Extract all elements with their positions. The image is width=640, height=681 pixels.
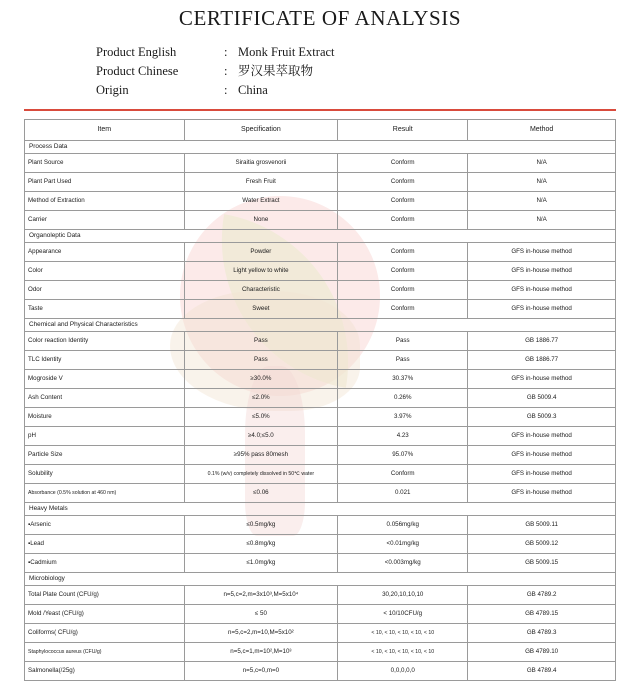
table-row — [25, 427, 616, 446]
cell-result: 95.07% — [338, 446, 468, 465]
cell-method: N/A — [468, 192, 616, 211]
cell-method: GB 4789.15 — [468, 605, 616, 624]
cell-result: Conform — [338, 465, 468, 484]
product-english-value: Monk Fruit Extract — [238, 45, 335, 59]
cell-specification: ≥4.0;≤5.0 — [184, 427, 338, 446]
cell-item: Plant Source — [25, 154, 185, 173]
cell-specification: Light yellow to white — [184, 262, 338, 281]
table-row — [25, 605, 616, 624]
cell-method: GFS in-house method — [468, 370, 616, 389]
cell-item: Color reaction Identity — [25, 332, 185, 351]
table-row — [25, 332, 616, 351]
cell-method: GB 5009.3 — [468, 408, 616, 427]
cell-specification: ≤ 50 — [184, 605, 338, 624]
table-header-row — [25, 120, 616, 141]
table-row — [25, 554, 616, 573]
cell-item: Absorbance (0.5% solution at 460 nm) — [25, 484, 185, 503]
cell-item: ▪Arsenic — [25, 516, 185, 535]
product-chinese-row — [96, 62, 616, 81]
cell-specification: n=5,c=1,m=10²,M=10³ — [184, 643, 338, 662]
cell-specification: 0.1% (w/v) completely dissolved in 50℃ water — [184, 465, 338, 484]
cell-specification: None — [184, 211, 338, 230]
cell-item: Staphylococcus aureus (CFU/g) — [25, 643, 185, 662]
cell-specification: n=5,c=2,m=3x10³,M=5x10⁴ — [184, 586, 338, 605]
table-row — [25, 262, 616, 281]
cell-specification: ≤0.5mg/kg — [184, 516, 338, 535]
origin-colon: : — [224, 83, 228, 97]
origin-label: Origin — [96, 83, 129, 97]
cell-item: TLC Identity — [25, 351, 185, 370]
table-row — [25, 516, 616, 535]
table-section-row — [25, 573, 616, 586]
cell-specification: Sweet — [184, 300, 338, 319]
cell-method: GFS in-house method — [468, 281, 616, 300]
table-row — [25, 192, 616, 211]
product-english-colon: : — [224, 45, 228, 59]
cell-result: 3.97% — [338, 408, 468, 427]
page-title: CERTIFICATE OF ANALYSIS — [178, 6, 462, 30]
cell-method: GFS in-house method — [468, 446, 616, 465]
cell-result: Conform — [338, 262, 468, 281]
cell-specification: ≤5.0% — [184, 408, 338, 427]
cell-specification: ≤2.0% — [184, 389, 338, 408]
table-row — [25, 389, 616, 408]
cell-result: < 10/10CFU/g — [338, 605, 468, 624]
table-section-label: Heavy Metals — [25, 503, 616, 516]
cell-item: Moisture — [25, 408, 185, 427]
cell-item: ▪Cadmium — [25, 554, 185, 573]
table-section-row — [25, 503, 616, 516]
cell-result: Conform — [338, 300, 468, 319]
cell-method: GFS in-house method — [468, 484, 616, 503]
cell-result: < 10, < 10, < 10, < 10, < 10 — [338, 643, 468, 662]
certificate-page — [0, 6, 640, 675]
table-section-label: Chemical and Physical Characteristics — [25, 319, 616, 332]
header-specification: Specification — [184, 120, 338, 141]
table-row — [25, 662, 616, 681]
origin-row — [96, 81, 616, 100]
cell-method: N/A — [468, 211, 616, 230]
table-row — [25, 643, 616, 662]
table-section-row — [25, 141, 616, 154]
product-english-label: Product English — [96, 45, 177, 59]
cell-item: Solubility — [25, 465, 185, 484]
divider-rule — [24, 109, 616, 111]
cell-result: <0.003mg/kg — [338, 554, 468, 573]
cell-result: 30,20,10,10,10 — [338, 586, 468, 605]
table-row — [25, 243, 616, 262]
cell-method: GFS in-house method — [468, 465, 616, 484]
cell-item: Ash Content — [25, 389, 185, 408]
analysis-table — [24, 119, 616, 681]
cell-result: Conform — [338, 192, 468, 211]
cell-result: Conform — [338, 173, 468, 192]
cell-specification: Siraitia grosvenorii — [184, 154, 338, 173]
table-section-row — [25, 319, 616, 332]
cell-result: Pass — [338, 351, 468, 370]
cell-specification: Pass — [184, 351, 338, 370]
cell-method: GB 5009.15 — [468, 554, 616, 573]
table-body — [25, 141, 616, 681]
cell-result: Pass — [338, 332, 468, 351]
cell-specification: Water Extract — [184, 192, 338, 211]
cell-result: 0.26% — [338, 389, 468, 408]
cell-result: Conform — [338, 211, 468, 230]
cell-method: GB 1886.77 — [468, 351, 616, 370]
table-row — [25, 154, 616, 173]
product-chinese-label: Product Chinese — [96, 64, 179, 78]
header-item: Item — [25, 120, 185, 141]
cell-method: GB 1886.77 — [468, 332, 616, 351]
cell-specification: n=5,c=0,m=0 — [184, 662, 338, 681]
cell-method: GB 5009.11 — [468, 516, 616, 535]
cell-item: Color — [25, 262, 185, 281]
cell-result: Conform — [338, 281, 468, 300]
table-section-label: Microbiology — [25, 573, 616, 586]
cell-result: Conform — [338, 243, 468, 262]
cell-item: ▪Lead — [25, 535, 185, 554]
cell-specification: n=5,c=2,m=10,M=5x10² — [184, 624, 338, 643]
table-row — [25, 211, 616, 230]
table-row — [25, 484, 616, 503]
cell-item: Total Plate Count (CFU/g) — [25, 586, 185, 605]
cell-method: GB 5009.12 — [468, 535, 616, 554]
table-row — [25, 370, 616, 389]
cell-result: 0,0,0,0,0 — [338, 662, 468, 681]
cell-item: Coliforms( CFU/g) — [25, 624, 185, 643]
cell-result: <0.01mg/kg — [338, 535, 468, 554]
cell-item: Carrier — [25, 211, 185, 230]
cell-specification: Characteristic — [184, 281, 338, 300]
product-chinese-colon: : — [224, 64, 228, 78]
cell-method: GFS in-house method — [468, 300, 616, 319]
header-method: Method — [468, 120, 616, 141]
cell-item: Appearance — [25, 243, 185, 262]
table-row — [25, 173, 616, 192]
cell-result: 0.021 — [338, 484, 468, 503]
cell-specification: Powder — [184, 243, 338, 262]
cell-method: GB 4789.2 — [468, 586, 616, 605]
cell-method: GFS in-house method — [468, 427, 616, 446]
cell-item: Odor — [25, 281, 185, 300]
cell-item: pH — [25, 427, 185, 446]
cell-item: Particle Size — [25, 446, 185, 465]
cell-result: 4.23 — [338, 427, 468, 446]
table-section-row — [25, 230, 616, 243]
product-english-row — [96, 43, 616, 62]
cell-item: Method of Extraction — [25, 192, 185, 211]
cell-item: Mogroside V — [25, 370, 185, 389]
cell-method: N/A — [468, 154, 616, 173]
table-row — [25, 586, 616, 605]
cell-specification: Pass — [184, 332, 338, 351]
cell-method: GB 4789.4 — [468, 662, 616, 681]
cell-result: 0.056mg/kg — [338, 516, 468, 535]
cell-result: < 10, < 10, < 10, < 10, < 10 — [338, 624, 468, 643]
cell-method: GB 5009.4 — [468, 389, 616, 408]
cell-method: GFS in-house method — [468, 243, 616, 262]
cell-result: Conform — [338, 154, 468, 173]
table-row — [25, 465, 616, 484]
header-result: Result — [338, 120, 468, 141]
cell-specification: ≤0.8mg/kg — [184, 535, 338, 554]
cell-method: GB 4789.10 — [468, 643, 616, 662]
cell-item: Mold /Yeast (CFU/g) — [25, 605, 185, 624]
cell-item: Salmonella(/25g) — [25, 662, 185, 681]
product-chinese-value: 罗汉果萃取物 — [238, 64, 314, 78]
origin-value: China — [238, 83, 268, 97]
cell-specification: ≥30.0% — [184, 370, 338, 389]
cell-method: GFS in-house method — [468, 262, 616, 281]
product-info — [96, 43, 616, 100]
table-row — [25, 351, 616, 370]
cell-specification: ≤0.06 — [184, 484, 338, 503]
cell-method: GB 4789.3 — [468, 624, 616, 643]
table-row — [25, 408, 616, 427]
table-row — [25, 281, 616, 300]
table-section-label: Organoleptic Data — [25, 230, 616, 243]
table-row — [25, 446, 616, 465]
cell-method: N/A — [468, 173, 616, 192]
cell-specification: ≥95% pass 80mesh — [184, 446, 338, 465]
cell-result: 30.37% — [338, 370, 468, 389]
table-row — [25, 535, 616, 554]
table-section-label: Process Data — [25, 141, 616, 154]
cell-item: Plant Part Used — [25, 173, 185, 192]
cell-item: Taste — [25, 300, 185, 319]
table-row — [25, 300, 616, 319]
cell-specification: ≤1.0mg/kg — [184, 554, 338, 573]
cell-specification: Fresh Fruit — [184, 173, 338, 192]
